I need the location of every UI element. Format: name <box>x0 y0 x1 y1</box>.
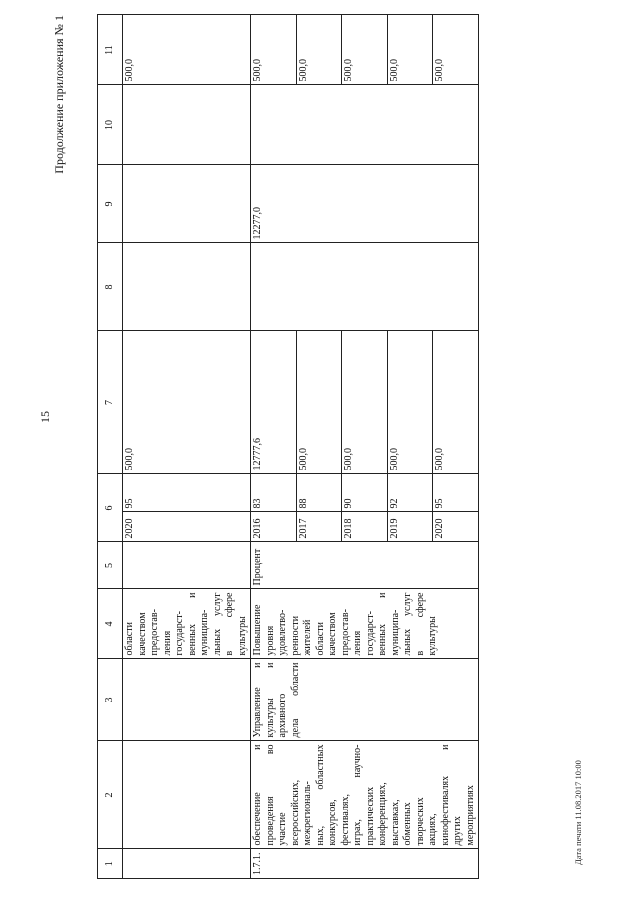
continuation-label: Продолжение приложения № 1 <box>52 15 66 174</box>
col-num-2: 2 <box>98 741 123 849</box>
row-value: 88 <box>296 474 342 512</box>
item-col9: 12277,0 <box>251 165 479 243</box>
item-unit: Процент <box>251 542 479 589</box>
carry-over-row <box>123 15 251 879</box>
program-table <box>97 15 479 880</box>
col-num-9: 9 <box>98 165 123 243</box>
row-col11: 500,0 <box>251 15 297 85</box>
page-number: 15 <box>38 411 52 423</box>
row-value: 90 <box>342 474 388 512</box>
item-indicator: Повышение уровня удовлетво- ренности жителей области качеством предостав- ления государст- венных и муниципа- льных услуг в сфере культуры <box>251 589 479 659</box>
row-year: 2017 <box>296 512 342 542</box>
row-col7: 500,0 <box>433 331 479 474</box>
carry-year: 2020 <box>123 512 251 542</box>
row-col11: 500,0 <box>296 15 342 85</box>
row-value: 95 <box>433 474 479 512</box>
row-year: 2016 <box>251 512 297 542</box>
col-num-5: 5 <box>98 542 123 589</box>
row-col11: 500,0 <box>433 15 479 85</box>
row-col7: 12777,6 <box>251 331 297 474</box>
row-year: 2020 <box>433 512 479 542</box>
col-num-11: 11 <box>98 15 123 85</box>
col-num-4: 4 <box>98 589 123 659</box>
item-executor: Управление и культуры и архивного дела области <box>251 659 479 741</box>
row-year: 2018 <box>342 512 388 542</box>
row-value: 83 <box>251 474 297 512</box>
carry-value: 95 <box>123 474 251 512</box>
carry-col7: 500,0 <box>123 331 251 474</box>
print-date-footer: Дата печати 11.08.2017 10:00 <box>573 760 583 865</box>
column-number-row <box>98 15 123 879</box>
row-year: 2019 <box>387 512 433 542</box>
item-name: обеспечение и проведения во участие всероссийских, межрегиональ- ных, областных конкурсов, фестивалях, играх, научно- практических конференциях, выставках, обменных творческих акциях, кинофестивалях и других мероприятиях <box>251 741 479 849</box>
row-col11: 500,0 <box>387 15 433 85</box>
item-number: 1.7.1. <box>251 849 479 879</box>
row-col11: 500,0 <box>342 15 388 85</box>
col-num-7: 7 <box>98 331 123 474</box>
col-num-10: 10 <box>98 85 123 165</box>
row-col7: 500,0 <box>342 331 388 474</box>
table-row <box>251 15 297 879</box>
row-col7: 500,0 <box>387 331 433 474</box>
row-value: 92 <box>387 474 433 512</box>
col-num-1: 1 <box>98 849 123 879</box>
carry-col11: 500,0 <box>123 15 251 85</box>
col-num-8: 8 <box>98 243 123 331</box>
carry-indicator-text: области качеством предостав- ления государст- венных и муниципа- льных услуг в сфере культуры <box>123 589 251 659</box>
col-num-3: 3 <box>98 659 123 741</box>
col-num-6: 6 <box>98 474 123 542</box>
row-col7: 500,0 <box>296 331 342 474</box>
